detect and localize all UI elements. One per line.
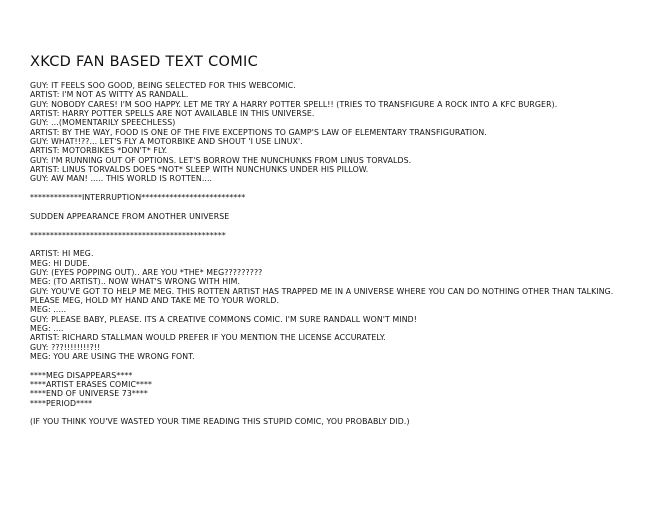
dialogue-line: ARTIST: RICHARD STALLMAN WOULD PREFER IF YOU MENTION THE LICENSE ACCURATELY. <box>30 333 386 343</box>
dialogue-block-1 <box>30 81 634 184</box>
stage-directions <box>30 371 634 408</box>
star-divider: ************************************************* <box>30 230 226 240</box>
dialogue-line: MEG: HI DUDE. <box>30 258 90 268</box>
spacer <box>30 221 634 230</box>
spacer <box>30 361 634 370</box>
stage-direction: ****END OF UNIVERSE 73**** <box>30 389 148 399</box>
comic-title: XKCD FAN BASED TEXT COMIC <box>30 54 259 70</box>
spacer <box>30 408 634 417</box>
dialogue-line: ARTIST: MOTORBIKES *DON'T* FLY. <box>30 146 168 156</box>
dialogue-line: ARTIST: HI MEG. <box>30 249 94 259</box>
stage-direction: ****PERIOD**** <box>30 398 93 408</box>
dialogue-block-2 <box>30 249 634 361</box>
spacer <box>30 202 634 211</box>
dialogue-line: MEG: YOU ARE USING THE WRONG FONT. <box>30 351 195 361</box>
dialogue-line: ARTIST: HARRY POTTER SPELLS ARE NOT AVAILABLE IN THIS UNIVERSE. <box>30 109 315 119</box>
comic-page <box>30 54 634 427</box>
dialogue-line: GUY: (EYES POPPING OUT).. ARE YOU *THE* MEG????????? <box>30 267 263 277</box>
dialogue-line: ARTIST: LINUS TORVALDS DOES *NOT* SLEEP WITH NUNCHUNKS UNDER HIS PILLOW. <box>30 165 369 175</box>
dialogue-line: MEG: .... <box>30 323 64 333</box>
dialogue-line: GUY: ???!!!!!!!!?!! <box>30 342 101 352</box>
dialogue-line: GUY: IT FEELS SOO GOOD, BEING SELECTED FOR THIS WEBCOMIC. <box>30 81 296 90</box>
spacer <box>30 184 634 193</box>
dialogue-line: GUY: PLEASE BABY, PLEASE. ITS A CREATIVE COMMONS COMIC. I'M SURE RANDALL WON'T MIND! <box>30 314 417 324</box>
dialogue-line: GUY: ...(MOMENTARILY SPEECHLESS) <box>30 118 176 128</box>
interruption-banner: *************INTERRUPTION************************** <box>30 193 246 203</box>
dialogue-line: ARTIST: BY THE WAY, FOOD IS ONE OF THE FIVE EXCEPTIONS TO GAMP'S LAW OF ELEMENTARY TRANSFIGURATION. <box>30 127 487 137</box>
dialogue-line: GUY: NOBODY CARES! I'M SOO HAPPY. LET ME TRY A HARRY POTTER SPELL!! (TRIES TO TRANSFIGURE A ROCK INTO A KFC BURGER). <box>30 99 558 109</box>
scene-note: SUDDEN APPEARANCE FROM ANOTHER UNIVERSE <box>30 211 230 221</box>
dialogue-line: ARTIST: I'M NOT AS WITTY AS RANDALL. <box>30 90 189 100</box>
dialogue-line: GUY: WHAT!!??... LET'S FLY A MOTORBIKE AND SHOUT 'I USE LINUX'. <box>30 137 303 147</box>
closing-note: (IF YOU THINK YOU'VE WASTED YOUR TIME READING THIS STUPID COMIC, YOU PROBABLY DID.) <box>30 417 410 427</box>
stage-direction: ****MEG DISAPPEARS**** <box>30 370 133 380</box>
spacer <box>30 240 634 249</box>
dialogue-line: GUY: AW MAN! ..... THIS WORLD IS ROTTEN.... <box>30 174 213 184</box>
dialogue-line: MEG: (TO ARTIST).. NOW WHAT'S WRONG WITH HIM. <box>30 277 241 287</box>
dialogue-line: GUY: YOU'VE GOT TO HELP ME MEG. THIS ROTTEN ARTIST HAS TRAPPED ME IN A UNIVERSE WHERE YOU CAN DO NOTHING OTHER THAN TALKING. PLEASE MEG, HOLD MY HAND AND TAKE ME TO YOUR WORLD. <box>30 286 616 305</box>
dialogue-line: GUY: I'M RUNNING OUT OF OPTIONS. LET'S BORROW THE NUNCHUNKS FROM LINUS TORVALDS. <box>30 155 412 165</box>
stage-direction: ****ARTIST ERASES COMIC**** <box>30 380 153 389</box>
dialogue-line: MEG: ..... <box>30 305 67 315</box>
